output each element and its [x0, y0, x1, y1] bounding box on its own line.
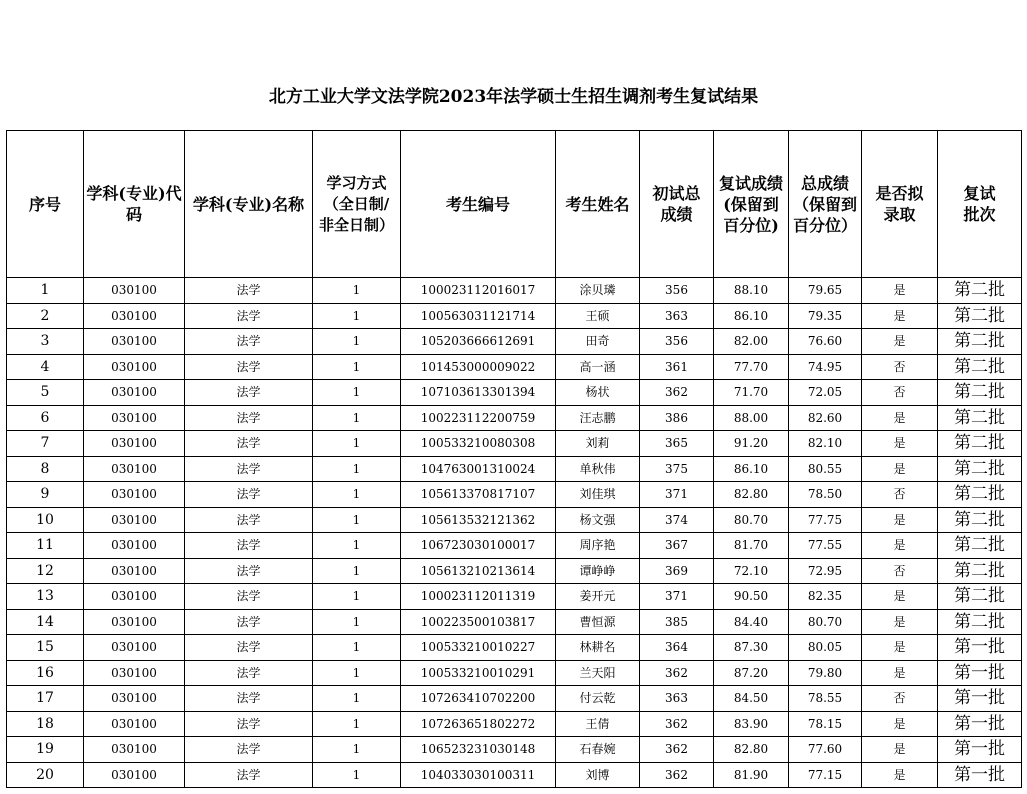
admit-cell: 是 [862, 507, 938, 533]
code-cell: 030100 [84, 303, 185, 329]
header-id: 考生编号 [401, 131, 556, 278]
candidate-id-cell: 105203666612691 [401, 329, 556, 355]
major-cell: 法学 [185, 354, 313, 380]
seq-cell: 14 [7, 609, 84, 635]
candidate-id-cell: 100563031121714 [401, 303, 556, 329]
candidate-name-cell: 付云乾 [556, 686, 640, 712]
major-cell: 法学 [185, 686, 313, 712]
retest-score-cell: 83.90 [714, 711, 789, 737]
header-retest: 复试成绩(保留到百分位) [714, 131, 789, 278]
code-cell: 030100 [84, 584, 185, 610]
initial-score-cell: 367 [640, 533, 714, 559]
code-cell: 030100 [84, 737, 185, 763]
major-cell: 法学 [185, 558, 313, 584]
initial-score-cell: 362 [640, 762, 714, 788]
table-body [7, 278, 1022, 788]
mode-cell: 1 [313, 660, 401, 686]
admit-cell: 否 [862, 380, 938, 406]
mode-cell: 1 [313, 584, 401, 610]
mode-cell: 1 [313, 329, 401, 355]
header-initial: 初试总成绩 [640, 131, 714, 278]
total-score-cell: 77.75 [789, 507, 862, 533]
candidate-name-cell: 刘佳琪 [556, 482, 640, 508]
total-score-cell: 80.55 [789, 456, 862, 482]
table-row [7, 686, 1022, 712]
seq-cell: 12 [7, 558, 84, 584]
header-name: 考生姓名 [556, 131, 640, 278]
retest-score-cell: 91.20 [714, 431, 789, 457]
table-row [7, 507, 1022, 533]
results-table [6, 130, 1022, 788]
candidate-id-cell: 100223500103817 [401, 609, 556, 635]
admit-cell: 是 [862, 762, 938, 788]
major-cell: 法学 [185, 303, 313, 329]
table-row [7, 711, 1022, 737]
candidate-name-cell: 王倩 [556, 711, 640, 737]
admit-cell: 是 [862, 533, 938, 559]
initial-score-cell: 363 [640, 686, 714, 712]
total-score-cell: 74.95 [789, 354, 862, 380]
initial-score-cell: 371 [640, 584, 714, 610]
major-cell: 法学 [185, 635, 313, 661]
candidate-id-cell: 105613210213614 [401, 558, 556, 584]
batch-cell: 第一批 [938, 660, 1022, 686]
header-major: 学科(专业)名称 [185, 131, 313, 278]
batch-cell: 第二批 [938, 533, 1022, 559]
major-cell: 法学 [185, 405, 313, 431]
code-cell: 030100 [84, 507, 185, 533]
code-cell: 030100 [84, 660, 185, 686]
table-row [7, 354, 1022, 380]
retest-score-cell: 86.10 [714, 303, 789, 329]
total-score-cell: 78.50 [789, 482, 862, 508]
initial-score-cell: 371 [640, 482, 714, 508]
initial-score-cell: 356 [640, 329, 714, 355]
candidate-id-cell: 104033030100311 [401, 762, 556, 788]
table-row [7, 278, 1022, 304]
admit-cell: 否 [862, 686, 938, 712]
admit-cell: 是 [862, 405, 938, 431]
initial-score-cell: 362 [640, 737, 714, 763]
batch-cell: 第一批 [938, 762, 1022, 788]
code-cell: 030100 [84, 762, 185, 788]
retest-score-cell: 88.10 [714, 278, 789, 304]
candidate-name-cell: 涂贝璘 [556, 278, 640, 304]
total-score-cell: 82.35 [789, 584, 862, 610]
total-score-cell: 79.35 [789, 303, 862, 329]
code-cell: 030100 [84, 558, 185, 584]
retest-score-cell: 90.50 [714, 584, 789, 610]
seq-cell: 8 [7, 456, 84, 482]
table-row [7, 405, 1022, 431]
candidate-name-cell: 周序艳 [556, 533, 640, 559]
table-row [7, 558, 1022, 584]
code-cell: 030100 [84, 686, 185, 712]
mode-cell: 1 [313, 303, 401, 329]
initial-score-cell: 374 [640, 507, 714, 533]
table-row [7, 456, 1022, 482]
candidate-name-cell: 田奇 [556, 329, 640, 355]
header-total: 总成绩（保留到百分位） [789, 131, 862, 278]
major-cell: 法学 [185, 482, 313, 508]
seq-cell: 10 [7, 507, 84, 533]
mode-cell: 1 [313, 380, 401, 406]
candidate-name-cell: 王硕 [556, 303, 640, 329]
batch-cell: 第二批 [938, 482, 1022, 508]
batch-cell: 第二批 [938, 380, 1022, 406]
batch-cell: 第二批 [938, 584, 1022, 610]
total-score-cell: 78.55 [789, 686, 862, 712]
mode-cell: 1 [313, 405, 401, 431]
mode-cell: 1 [313, 456, 401, 482]
candidate-id-cell: 107263410702200 [401, 686, 556, 712]
seq-cell: 4 [7, 354, 84, 380]
code-cell: 030100 [84, 354, 185, 380]
mode-cell: 1 [313, 635, 401, 661]
total-score-cell: 72.05 [789, 380, 862, 406]
admit-cell: 是 [862, 303, 938, 329]
code-cell: 030100 [84, 329, 185, 355]
table-row [7, 329, 1022, 355]
initial-score-cell: 363 [640, 303, 714, 329]
seq-cell: 15 [7, 635, 84, 661]
admit-cell: 是 [862, 456, 938, 482]
mode-cell: 1 [313, 507, 401, 533]
initial-score-cell: 362 [640, 380, 714, 406]
candidate-name-cell: 刘莉 [556, 431, 640, 457]
admit-cell: 否 [862, 354, 938, 380]
candidate-name-cell: 林耕名 [556, 635, 640, 661]
header-row [7, 131, 1022, 278]
major-cell: 法学 [185, 711, 313, 737]
seq-cell: 5 [7, 380, 84, 406]
initial-score-cell: 356 [640, 278, 714, 304]
seq-cell: 11 [7, 533, 84, 559]
major-cell: 法学 [185, 533, 313, 559]
retest-score-cell: 82.00 [714, 329, 789, 355]
mode-cell: 1 [313, 482, 401, 508]
candidate-id-cell: 100223112200759 [401, 405, 556, 431]
code-cell: 030100 [84, 609, 185, 635]
candidate-name-cell: 曹恒源 [556, 609, 640, 635]
code-cell: 030100 [84, 405, 185, 431]
candidate-name-cell: 单秋伟 [556, 456, 640, 482]
candidate-id-cell: 107263651802272 [401, 711, 556, 737]
candidate-id-cell: 100533210010291 [401, 660, 556, 686]
initial-score-cell: 386 [640, 405, 714, 431]
retest-score-cell: 88.00 [714, 405, 789, 431]
admit-cell: 是 [862, 584, 938, 610]
total-score-cell: 79.65 [789, 278, 862, 304]
retest-score-cell: 84.50 [714, 686, 789, 712]
retest-score-cell: 80.70 [714, 507, 789, 533]
seq-cell: 19 [7, 737, 84, 763]
mode-cell: 1 [313, 762, 401, 788]
seq-cell: 2 [7, 303, 84, 329]
batch-cell: 第二批 [938, 431, 1022, 457]
total-score-cell: 79.80 [789, 660, 862, 686]
candidate-id-cell: 105613532121362 [401, 507, 556, 533]
major-cell: 法学 [185, 584, 313, 610]
total-score-cell: 77.60 [789, 737, 862, 763]
table-row [7, 584, 1022, 610]
initial-score-cell: 365 [640, 431, 714, 457]
candidate-name-cell: 石春婉 [556, 737, 640, 763]
candidate-name-cell: 谭峥峥 [556, 558, 640, 584]
initial-score-cell: 364 [640, 635, 714, 661]
mode-cell: 1 [313, 278, 401, 304]
mode-cell: 1 [313, 431, 401, 457]
code-cell: 030100 [84, 380, 185, 406]
table-row [7, 635, 1022, 661]
mode-cell: 1 [313, 609, 401, 635]
admit-cell: 是 [862, 660, 938, 686]
mode-cell: 1 [313, 686, 401, 712]
initial-score-cell: 375 [640, 456, 714, 482]
candidate-name-cell: 汪志鹏 [556, 405, 640, 431]
candidate-id-cell: 101453000009022 [401, 354, 556, 380]
seq-cell: 18 [7, 711, 84, 737]
seq-cell: 9 [7, 482, 84, 508]
retest-score-cell: 82.80 [714, 737, 789, 763]
candidate-name-cell: 杨文强 [556, 507, 640, 533]
mode-cell: 1 [313, 558, 401, 584]
table-row [7, 609, 1022, 635]
major-cell: 法学 [185, 762, 313, 788]
retest-score-cell: 82.80 [714, 482, 789, 508]
code-cell: 030100 [84, 431, 185, 457]
table-row [7, 737, 1022, 763]
seq-cell: 1 [7, 278, 84, 304]
code-cell: 030100 [84, 482, 185, 508]
admit-cell: 是 [862, 711, 938, 737]
candidate-id-cell: 105613370817107 [401, 482, 556, 508]
retest-score-cell: 87.20 [714, 660, 789, 686]
admit-cell: 否 [862, 558, 938, 584]
retest-score-cell: 81.90 [714, 762, 789, 788]
batch-cell: 第二批 [938, 456, 1022, 482]
major-cell: 法学 [185, 380, 313, 406]
total-score-cell: 76.60 [789, 329, 862, 355]
total-score-cell: 82.10 [789, 431, 862, 457]
major-cell: 法学 [185, 660, 313, 686]
major-cell: 法学 [185, 737, 313, 763]
major-cell: 法学 [185, 431, 313, 457]
retest-score-cell: 84.40 [714, 609, 789, 635]
retest-score-cell: 71.70 [714, 380, 789, 406]
seq-cell: 13 [7, 584, 84, 610]
candidate-id-cell: 100533210080308 [401, 431, 556, 457]
batch-cell: 第二批 [938, 329, 1022, 355]
major-cell: 法学 [185, 507, 313, 533]
retest-score-cell: 86.10 [714, 456, 789, 482]
initial-score-cell: 369 [640, 558, 714, 584]
candidate-name-cell: 姜开元 [556, 584, 640, 610]
candidate-name-cell: 刘博 [556, 762, 640, 788]
admit-cell: 是 [862, 737, 938, 763]
seq-cell: 16 [7, 660, 84, 686]
initial-score-cell: 385 [640, 609, 714, 635]
code-cell: 030100 [84, 635, 185, 661]
batch-cell: 第二批 [938, 278, 1022, 304]
header-mode: 学习方式（全日制/非全日制） [313, 131, 401, 278]
retest-score-cell: 81.70 [714, 533, 789, 559]
batch-cell: 第二批 [938, 405, 1022, 431]
admit-cell: 是 [862, 329, 938, 355]
code-cell: 030100 [84, 711, 185, 737]
mode-cell: 1 [313, 533, 401, 559]
mode-cell: 1 [313, 711, 401, 737]
batch-cell: 第一批 [938, 635, 1022, 661]
major-cell: 法学 [185, 329, 313, 355]
initial-score-cell: 362 [640, 711, 714, 737]
seq-cell: 7 [7, 431, 84, 457]
major-cell: 法学 [185, 609, 313, 635]
admit-cell: 是 [862, 278, 938, 304]
total-score-cell: 78.15 [789, 711, 862, 737]
batch-cell: 第一批 [938, 737, 1022, 763]
page-title: 北方工业大学文法学院2023年法学硕士生招生调剂考生复试结果 [268, 87, 759, 107]
seq-cell: 6 [7, 405, 84, 431]
major-cell: 法学 [185, 456, 313, 482]
code-cell: 030100 [84, 533, 185, 559]
table-row [7, 431, 1022, 457]
mode-cell: 1 [313, 737, 401, 763]
table-row [7, 380, 1022, 406]
candidate-id-cell: 106723030100017 [401, 533, 556, 559]
retest-score-cell: 77.70 [714, 354, 789, 380]
candidate-id-cell: 100023112016017 [401, 278, 556, 304]
table-row [7, 660, 1022, 686]
batch-cell: 第一批 [938, 686, 1022, 712]
admit-cell: 是 [862, 609, 938, 635]
total-score-cell: 72.95 [789, 558, 862, 584]
table-row [7, 482, 1022, 508]
table-row [7, 533, 1022, 559]
initial-score-cell: 361 [640, 354, 714, 380]
candidate-name-cell: 杨状 [556, 380, 640, 406]
seq-cell: 20 [7, 762, 84, 788]
admit-cell: 是 [862, 635, 938, 661]
total-score-cell: 77.15 [789, 762, 862, 788]
seq-cell: 3 [7, 329, 84, 355]
batch-cell: 第二批 [938, 303, 1022, 329]
seq-cell: 17 [7, 686, 84, 712]
candidate-id-cell: 107103613301394 [401, 380, 556, 406]
candidate-name-cell: 兰天阳 [556, 660, 640, 686]
total-score-cell: 82.60 [789, 405, 862, 431]
batch-cell: 第二批 [938, 507, 1022, 533]
admit-cell: 否 [862, 482, 938, 508]
retest-score-cell: 72.10 [714, 558, 789, 584]
batch-cell: 第一批 [938, 711, 1022, 737]
header-seq: 序号 [7, 131, 84, 278]
mode-cell: 1 [313, 354, 401, 380]
header-admit: 是否拟录取 [862, 131, 938, 278]
retest-score-cell: 87.30 [714, 635, 789, 661]
table-row [7, 762, 1022, 788]
header-batch: 复试批次 [938, 131, 1022, 278]
batch-cell: 第二批 [938, 354, 1022, 380]
table-row [7, 303, 1022, 329]
candidate-name-cell: 高一涵 [556, 354, 640, 380]
batch-cell: 第二批 [938, 609, 1022, 635]
total-score-cell: 80.05 [789, 635, 862, 661]
candidate-id-cell: 100023112011319 [401, 584, 556, 610]
admit-cell: 是 [862, 431, 938, 457]
code-cell: 030100 [84, 278, 185, 304]
candidate-id-cell: 100533210010227 [401, 635, 556, 661]
initial-score-cell: 362 [640, 660, 714, 686]
code-cell: 030100 [84, 456, 185, 482]
major-cell: 法学 [185, 278, 313, 304]
candidate-id-cell: 106523231030148 [401, 737, 556, 763]
header-code: 学科(专业)代码 [84, 131, 185, 278]
batch-cell: 第二批 [938, 558, 1022, 584]
candidate-id-cell: 104763001310024 [401, 456, 556, 482]
total-score-cell: 77.55 [789, 533, 862, 559]
total-score-cell: 80.70 [789, 609, 862, 635]
